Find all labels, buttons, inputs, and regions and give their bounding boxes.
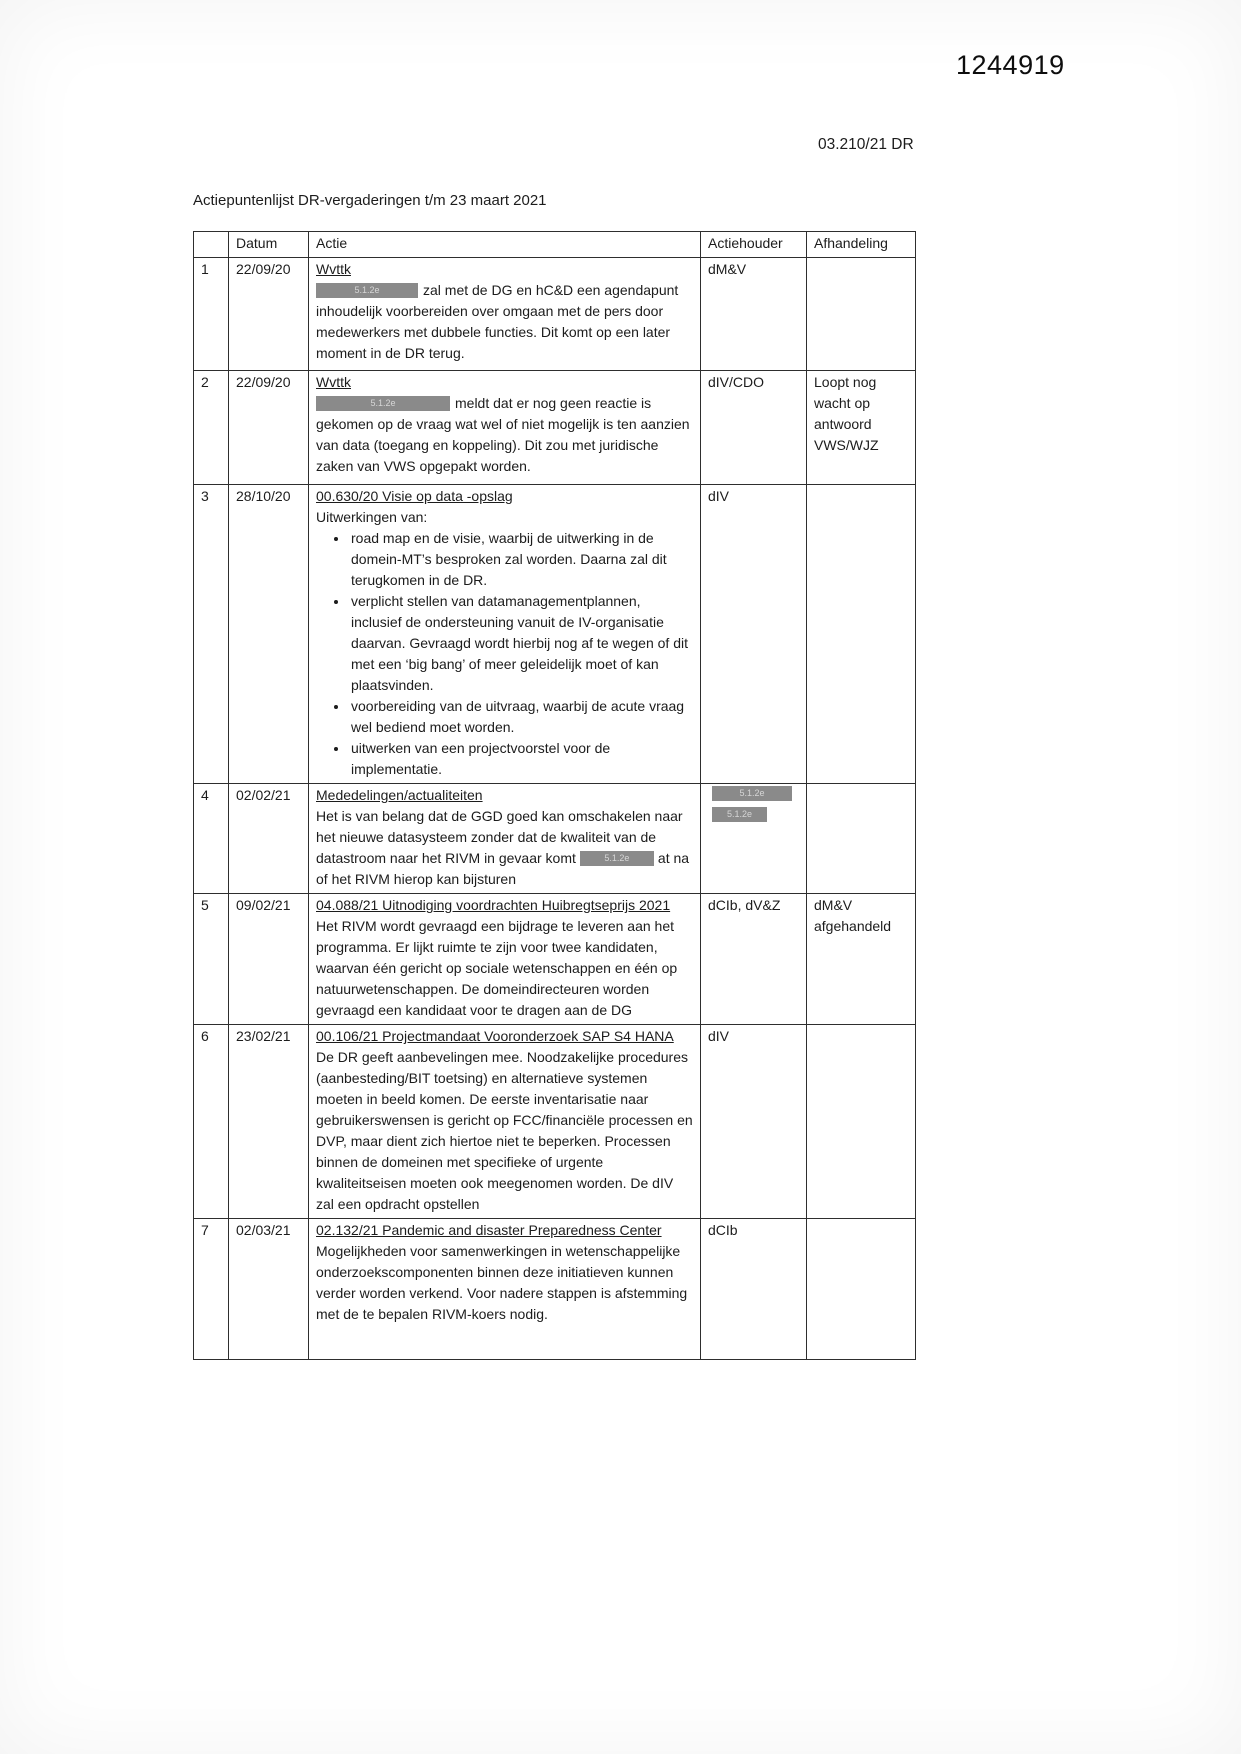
bullet-item: • road map en de visie, waarbij de uitwerking in de domein-MT’s besproken zal worden. Daarna zal dit terugkomen in de DR. xyxy=(349,528,694,591)
action-title: Wvttk xyxy=(316,374,351,390)
row-number: 7 xyxy=(194,1219,229,1360)
action-holder: dIV/CDO xyxy=(701,371,807,485)
table-header-row xyxy=(194,232,916,258)
action-title: 04.088/21 Uitnodiging voordrachten Huibregtseprijs 2021 xyxy=(316,897,671,913)
reference-number: 03.210/21 DR xyxy=(818,136,914,153)
row-number: 2 xyxy=(194,371,229,485)
redaction-block: 5.1.2e xyxy=(316,283,418,298)
row-date: 02/03/21 xyxy=(229,1219,309,1360)
table-row xyxy=(194,258,916,371)
scan-number: 1244919 xyxy=(956,50,1065,80)
table-row xyxy=(194,485,916,784)
action-text: Mogelijkheden voor samenwerkingen in wetenschappelijke onderzoekscomponenten binnen deze initiatieven kunnen verder worden verkend. Voor nadere stappen is afstemming met de te bepalen RIVM-koers nodig. xyxy=(316,1243,688,1322)
bullet-item: • voorbereiding van de uitvraag, waarbij de acute vraag wel bediend moet worden. xyxy=(349,696,694,738)
row-date: 22/09/20 xyxy=(229,258,309,371)
action-body-text: at na of het RIVM hierop kan bijsturen xyxy=(316,850,690,887)
action-text: De DR geeft aanbevelingen mee. Noodzakelijke procedures (aanbesteding/BIT toetsing) en alternatieve systemen moeten in beeld komen. De eerste inventarisatie naar gebruikerswensen is gericht op FCC/financiële processen en DVP, maar dient zich hiertoe niet te beperken. Processen binnen de domeinen met specifieke of urgente kwaliteitseisen moeten ook meegenomen worden. De dIV zal een opdracht opstellen xyxy=(316,1049,693,1212)
row-date: 09/02/21 xyxy=(229,894,309,1025)
row-date: 23/02/21 xyxy=(229,1025,309,1219)
table-row xyxy=(194,784,916,894)
row-number: 1 xyxy=(194,258,229,371)
settlement xyxy=(807,258,916,371)
action-title: 00.630/20 Visie op data -opslag xyxy=(316,488,513,504)
row-number: 5 xyxy=(194,894,229,1025)
action-cell xyxy=(309,258,701,371)
action-text xyxy=(316,806,694,890)
header-num xyxy=(194,232,229,258)
header-afhandeling: Afhandeling xyxy=(807,232,916,258)
action-cell xyxy=(309,1219,701,1360)
row-date: 22/09/20 xyxy=(229,371,309,485)
header-actie: Actie xyxy=(309,232,701,258)
bullet-list xyxy=(316,528,694,780)
action-cell xyxy=(309,371,701,485)
action-title: Mededelingen/actualiteiten xyxy=(316,787,483,803)
action-holder xyxy=(701,784,807,894)
action-body-text: Het is van belang dat de GGD goed kan omschakelen naar het nieuwe datasysteem zonder dat de kwaliteit van de datastroom naar het RIVM in gevaar komt xyxy=(316,808,683,866)
settlement xyxy=(807,485,916,784)
redaction-block: 5.1.2e xyxy=(712,786,792,801)
action-holder: dIV xyxy=(701,1025,807,1219)
action-title: 02.132/21 Pandemic and disaster Preparedness Center xyxy=(316,1222,662,1238)
action-title: 00.106/21 Projectmandaat Vooronderzoek SAP S4 HANA xyxy=(316,1028,674,1044)
settlement: Loopt nog wacht op antwoord VWS/WJZ xyxy=(807,371,916,485)
bullet-item: • verplicht stellen van datamanagementplannen, inclusief de ondersteuning vanuit de IV-organisatie daarvan. Gevraagd wordt hierbij nog af te wegen of dit met een ‘big bang’ of meer geleidelijk moet of kan plaatsvinden. xyxy=(349,591,694,696)
action-title: Wvttk xyxy=(316,261,351,277)
header-datum: Datum xyxy=(229,232,309,258)
table-row xyxy=(194,1219,916,1360)
redaction-block: 5.1.2e xyxy=(580,851,654,866)
action-cell xyxy=(309,784,701,894)
action-cell xyxy=(309,894,701,1025)
action-cell xyxy=(309,1025,701,1219)
action-text: Het RIVM wordt gevraagd een bijdrage te leveren aan het programma. Er lijkt ruimte te zijn voor twee kandidaten, waarvan één gericht op sociale wetenschappen en één op natuurwetenschappen. De domeindirecteuren worden gevraagd een kandidaat voor te dragen aan de DG xyxy=(316,918,678,1018)
row-number: 6 xyxy=(194,1025,229,1219)
row-number: 3 xyxy=(194,485,229,784)
table-row xyxy=(194,894,916,1025)
redaction-block: 5.1.2e xyxy=(712,807,767,822)
settlement xyxy=(807,784,916,894)
action-holder: dM&V xyxy=(701,258,807,371)
action-holder: dIV xyxy=(701,485,807,784)
redaction-block: 5.1.2e xyxy=(316,396,450,411)
settlement xyxy=(807,1219,916,1360)
settlement: dM&V afgehandeld xyxy=(807,894,916,1025)
table-row xyxy=(194,371,916,485)
action-intro: Uitwerkingen van: xyxy=(316,509,428,525)
row-number: 4 xyxy=(194,784,229,894)
action-body-text: meldt dat er nog geen reactie is gekomen op de vraag wat wel of niet mogelijk is ten aanzien van data (toegang en koppeling). Dit zou met juridische zaken van VWS opgepakt worden. xyxy=(316,395,690,474)
action-table xyxy=(193,231,916,1360)
action-holder: dCIb, dV&Z xyxy=(701,894,807,1025)
document-title: Actiepuntenlijst DR-vergaderingen t/m 23 maart 2021 xyxy=(193,192,547,209)
row-date: 28/10/20 xyxy=(229,485,309,784)
bullet-item: • uitwerken van een projectvoorstel voor de implementatie. xyxy=(349,738,694,780)
action-body-text: zal met de DG en hC&D een agendapunt inhoudelijk voorbereiden over omgaan met de pers door medewerkers met dubbele functies. Dit komt op een later moment in de DR terug. xyxy=(316,282,679,361)
settlement xyxy=(807,1025,916,1219)
action-text xyxy=(316,393,694,477)
row-date: 02/02/21 xyxy=(229,784,309,894)
action-text xyxy=(316,280,694,364)
action-cell xyxy=(309,485,701,784)
header-actiehouder: Actiehouder xyxy=(701,232,807,258)
table-row xyxy=(194,1025,916,1219)
action-holder: dCIb xyxy=(701,1219,807,1360)
